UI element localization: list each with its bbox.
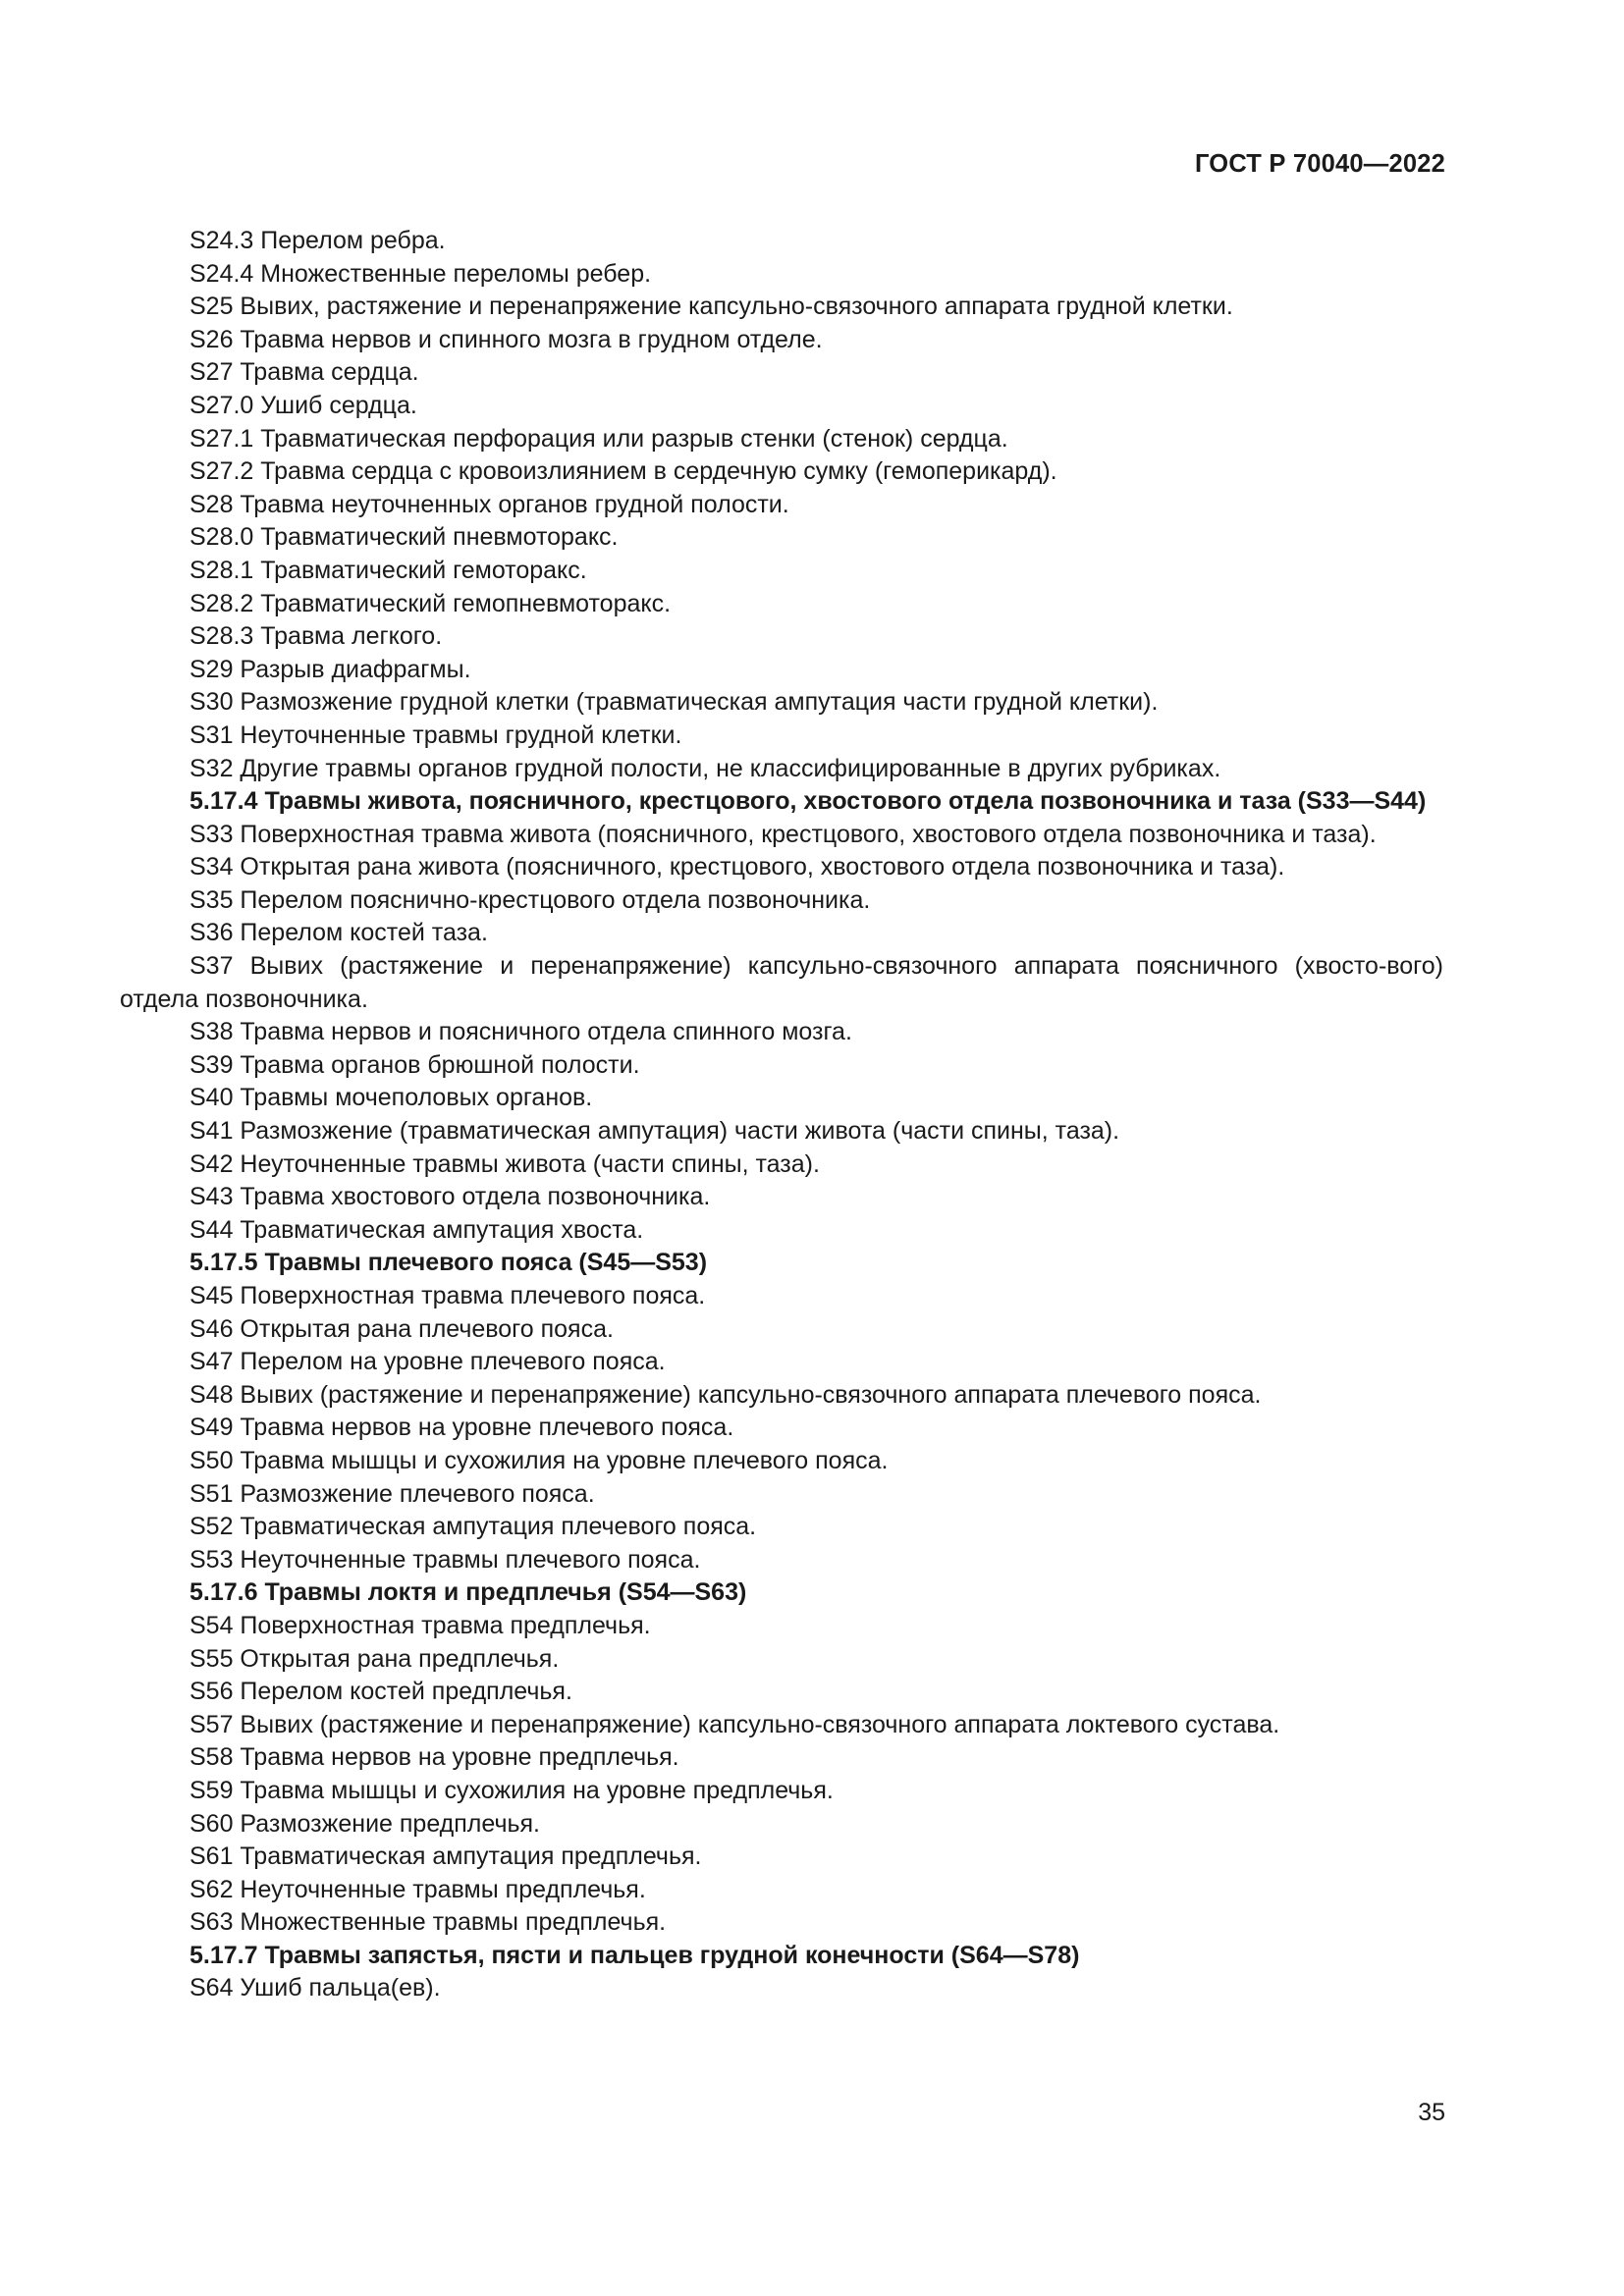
page-number: 35 xyxy=(1418,2099,1445,2126)
list-item: S59 Травма мышцы и сухожилия на уровне предплечья. xyxy=(189,1776,834,1804)
list-item: S42 Неуточненные травмы живота (части спины, таза). xyxy=(189,1149,820,1178)
list-item: S27.2 Травма сердца с кровоизлиянием в сердечную сумку (гемоперикард). xyxy=(189,457,1057,486)
document-body xyxy=(120,225,1443,2005)
list-item: S27.1 Травматическая перфорация или разрыв стенки (стенок) сердца. xyxy=(189,424,1008,453)
list-item: S48 Вывих (растяжение и перенапряжение) капсульно-связочного аппарата плечевого пояса. xyxy=(189,1380,1262,1409)
list-item: S39 Травма органов брюшной полости. xyxy=(189,1050,640,1079)
list-item: S32 Другие травмы органов грудной полости, не классифицированные в других рубриках. xyxy=(189,754,1221,782)
list-item: S35 Перелом пояснично-крестцового отдела позвоночника. xyxy=(189,885,871,914)
list-item: S57 Вывих (растяжение и перенапряжение) капсульно-связочного аппарата локтевого сустава. xyxy=(189,1710,1280,1738)
section-heading: 5.17.4 Травмы живота, поясничного, крестцового, хвостового отдела позвоночника и таза (S33—S44) xyxy=(189,787,1427,816)
list-item: S45 Поверхностная травма плечевого пояса. xyxy=(189,1282,706,1309)
list-item: S25 Вывих, растяжение и перенапряжение капсульно-связочного аппарата грудной клетки. xyxy=(189,293,1233,321)
list-item: S31 Неуточненные травмы грудной клетки. xyxy=(189,721,682,749)
section-heading: 5.17.7 Травмы запястья, пясти и пальцев грудной конечности (S64—S78) xyxy=(189,1941,1080,1969)
list-item: S55 Открытая рана предплечья. xyxy=(189,1644,560,1673)
list-item: S49 Травма нервов на уровне плечевого пояса. xyxy=(189,1414,734,1442)
list-item: S28.1 Травматический гемоторакс. xyxy=(189,556,587,584)
list-item: S37 Вывих (растяжение и перенапряжение) капсульно-связочного аппарата поясничного (хвосто-вого) отдела позвоночника. xyxy=(120,952,1443,1013)
list-item: S28.2 Травматический гемопневмоторакс. xyxy=(189,589,672,617)
list-item: S41 Размозжение (травматическая ампутация) части живота (части спины, таза). xyxy=(189,1117,1120,1146)
list-item: S28.0 Травматический пневмоторакс. xyxy=(189,523,619,552)
list-item: S27.0 Ушиб сердца. xyxy=(189,391,417,419)
list-item: S28 Травма неуточненных органов грудной полости. xyxy=(189,490,789,518)
list-item: S38 Травма нервов и поясничного отдела спинного мозга. xyxy=(189,1018,852,1046)
list-item: S52 Травматическая ампутация плечевого пояса. xyxy=(189,1513,757,1541)
list-item: S30 Размозжение грудной клетки (травматическая ампутация части грудной клетки). xyxy=(189,688,1159,717)
list-item: S46 Открытая рана плечевого пояса. xyxy=(189,1314,614,1343)
list-item: S33 Поверхностная травма живота (поясничного, крестцового, хвостового отдела позвоночника и таза). xyxy=(189,820,1377,848)
list-item: S53 Неуточненные травмы плечевого пояса. xyxy=(189,1545,701,1574)
list-item: S24.3 Перелом ребра. xyxy=(189,227,446,254)
section-heading: 5.17.6 Травмы локтя и предплечья (S54—S63) xyxy=(189,1578,747,1607)
list-item: S64 Ушиб пальца(ев). xyxy=(189,1974,441,2002)
list-item: S56 Перелом костей предплечья. xyxy=(189,1678,572,1706)
list-item: S40 Травмы мочеполовых органов. xyxy=(189,1084,593,1112)
list-item: S43 Травма хвостового отдела позвоночника. xyxy=(189,1183,711,1211)
list-item: S58 Травма нервов на уровне предплечья. xyxy=(189,1743,679,1772)
list-item: S60 Размозжение предплечья. xyxy=(189,1809,540,1838)
list-item: S54 Поверхностная травма предплечья. xyxy=(189,1611,651,1639)
list-item: S61 Травматическая ампутация предплечья. xyxy=(189,1842,702,1871)
list-item: S62 Неуточненные травмы предплечья. xyxy=(189,1875,646,1903)
list-item: S63 Множественные травмы предплечья. xyxy=(189,1908,667,1937)
list-item: S29 Разрыв диафрагмы. xyxy=(189,655,471,683)
list-item: S34 Открытая рана живота (поясничного, крестцового, хвостового отдела позвоночника и таза). xyxy=(189,853,1285,881)
list-item: S36 Перелом костей таза. xyxy=(189,919,488,947)
list-item: S24.4 Множественные переломы ребер. xyxy=(189,259,652,288)
list-item: S26 Травма нервов и спинного мозга в грудном отделе. xyxy=(189,325,823,353)
document-id-header: ГОСТ Р 70040—2022 xyxy=(1194,150,1445,178)
list-item: S51 Размозжение плечевого пояса. xyxy=(189,1479,595,1508)
list-item: S47 Перелом на уровне плечевого пояса. xyxy=(189,1348,666,1376)
list-item: S44 Травматическая ампутация хвоста. xyxy=(189,1215,644,1244)
list-item: S28.3 Травма легкого. xyxy=(189,622,443,651)
list-item: S50 Травма мышцы и сухожилия на уровне плечевого пояса. xyxy=(189,1446,889,1474)
list-item: S27 Травма сердца. xyxy=(189,358,419,387)
section-heading: 5.17.5 Травмы плечевого пояса (S45—S53) xyxy=(189,1249,708,1277)
